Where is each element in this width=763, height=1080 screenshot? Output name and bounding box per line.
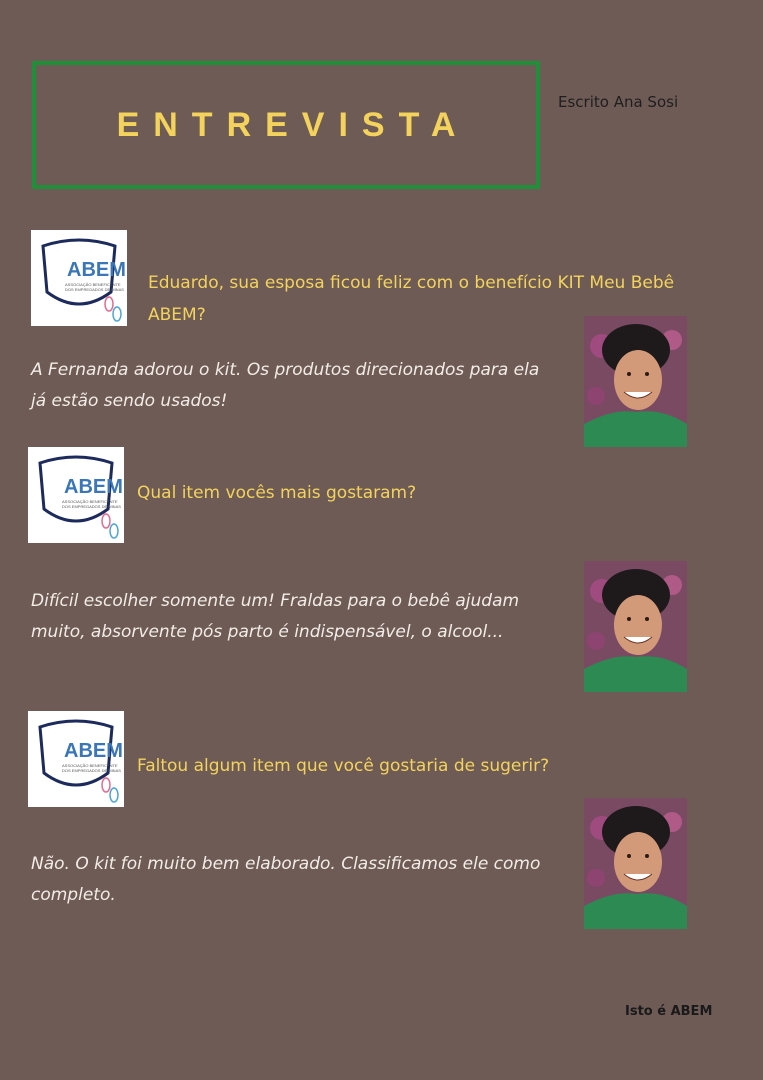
interview-question-3: Faltou algum item que você gostaria de sugerir?	[137, 756, 550, 776]
logo-brand: ABEM	[64, 740, 123, 762]
logo-subtitle-1: ASSOCIAÇÃO BENEFICENTE	[62, 499, 118, 504]
logo-subtitle-1: ASSOCIAÇÃO BENEFICENTE	[62, 763, 118, 768]
interview-question-1: Eduardo, sua esposa ficou feliz com o benefício KIT Meu Bebê ABEM?	[148, 273, 675, 325]
page-title: ENTREVISTA	[116, 105, 470, 144]
interview-answer-2: Difícil escolher somente um! Fraldas para o bebê ajudam muito, absorvente pós parto é indispensável, o alcool...	[31, 591, 520, 642]
interview-answer-3: Não. O kit foi muito bem elaborado. Classificamos ele como completo.	[31, 854, 541, 905]
footprint-icon	[105, 297, 113, 311]
footer-tagline: Isto é ABEM	[625, 1004, 713, 1019]
logo-brand: ABEM	[67, 259, 126, 281]
logo-subtitle-2: DOS EMPREGADOS DE MINAS	[62, 768, 121, 773]
logo-subtitle-1: ASSOCIAÇÃO BENEFICENTE	[65, 282, 121, 287]
footprint-icon	[110, 788, 118, 802]
title-box	[32, 61, 540, 189]
interviewee-photo	[584, 316, 687, 447]
interview-answer-1: A Fernanda adorou o kit. Os produtos direcionados para ela já estão sendo usados!	[31, 360, 540, 411]
logo-brand: ABEM	[64, 476, 123, 498]
logo-subtitle-2: DOS EMPREGADOS DE MINAS	[62, 504, 121, 509]
interviewee-photo	[584, 561, 687, 692]
author-credit: Escrito Ana Sosi	[558, 93, 679, 111]
logo-subtitle-2: DOS EMPREGADOS DE MINAS	[65, 287, 124, 292]
abem-logo	[28, 447, 124, 543]
footprint-icon	[102, 778, 110, 792]
abem-logo	[28, 711, 124, 807]
abem-logo	[31, 230, 127, 326]
footprint-icon	[113, 307, 121, 321]
footprint-icon	[110, 524, 118, 538]
footprint-icon	[102, 514, 110, 528]
interview-question-2: Qual item vocês mais gostaram?	[137, 483, 417, 503]
interviewee-photo	[584, 798, 687, 929]
